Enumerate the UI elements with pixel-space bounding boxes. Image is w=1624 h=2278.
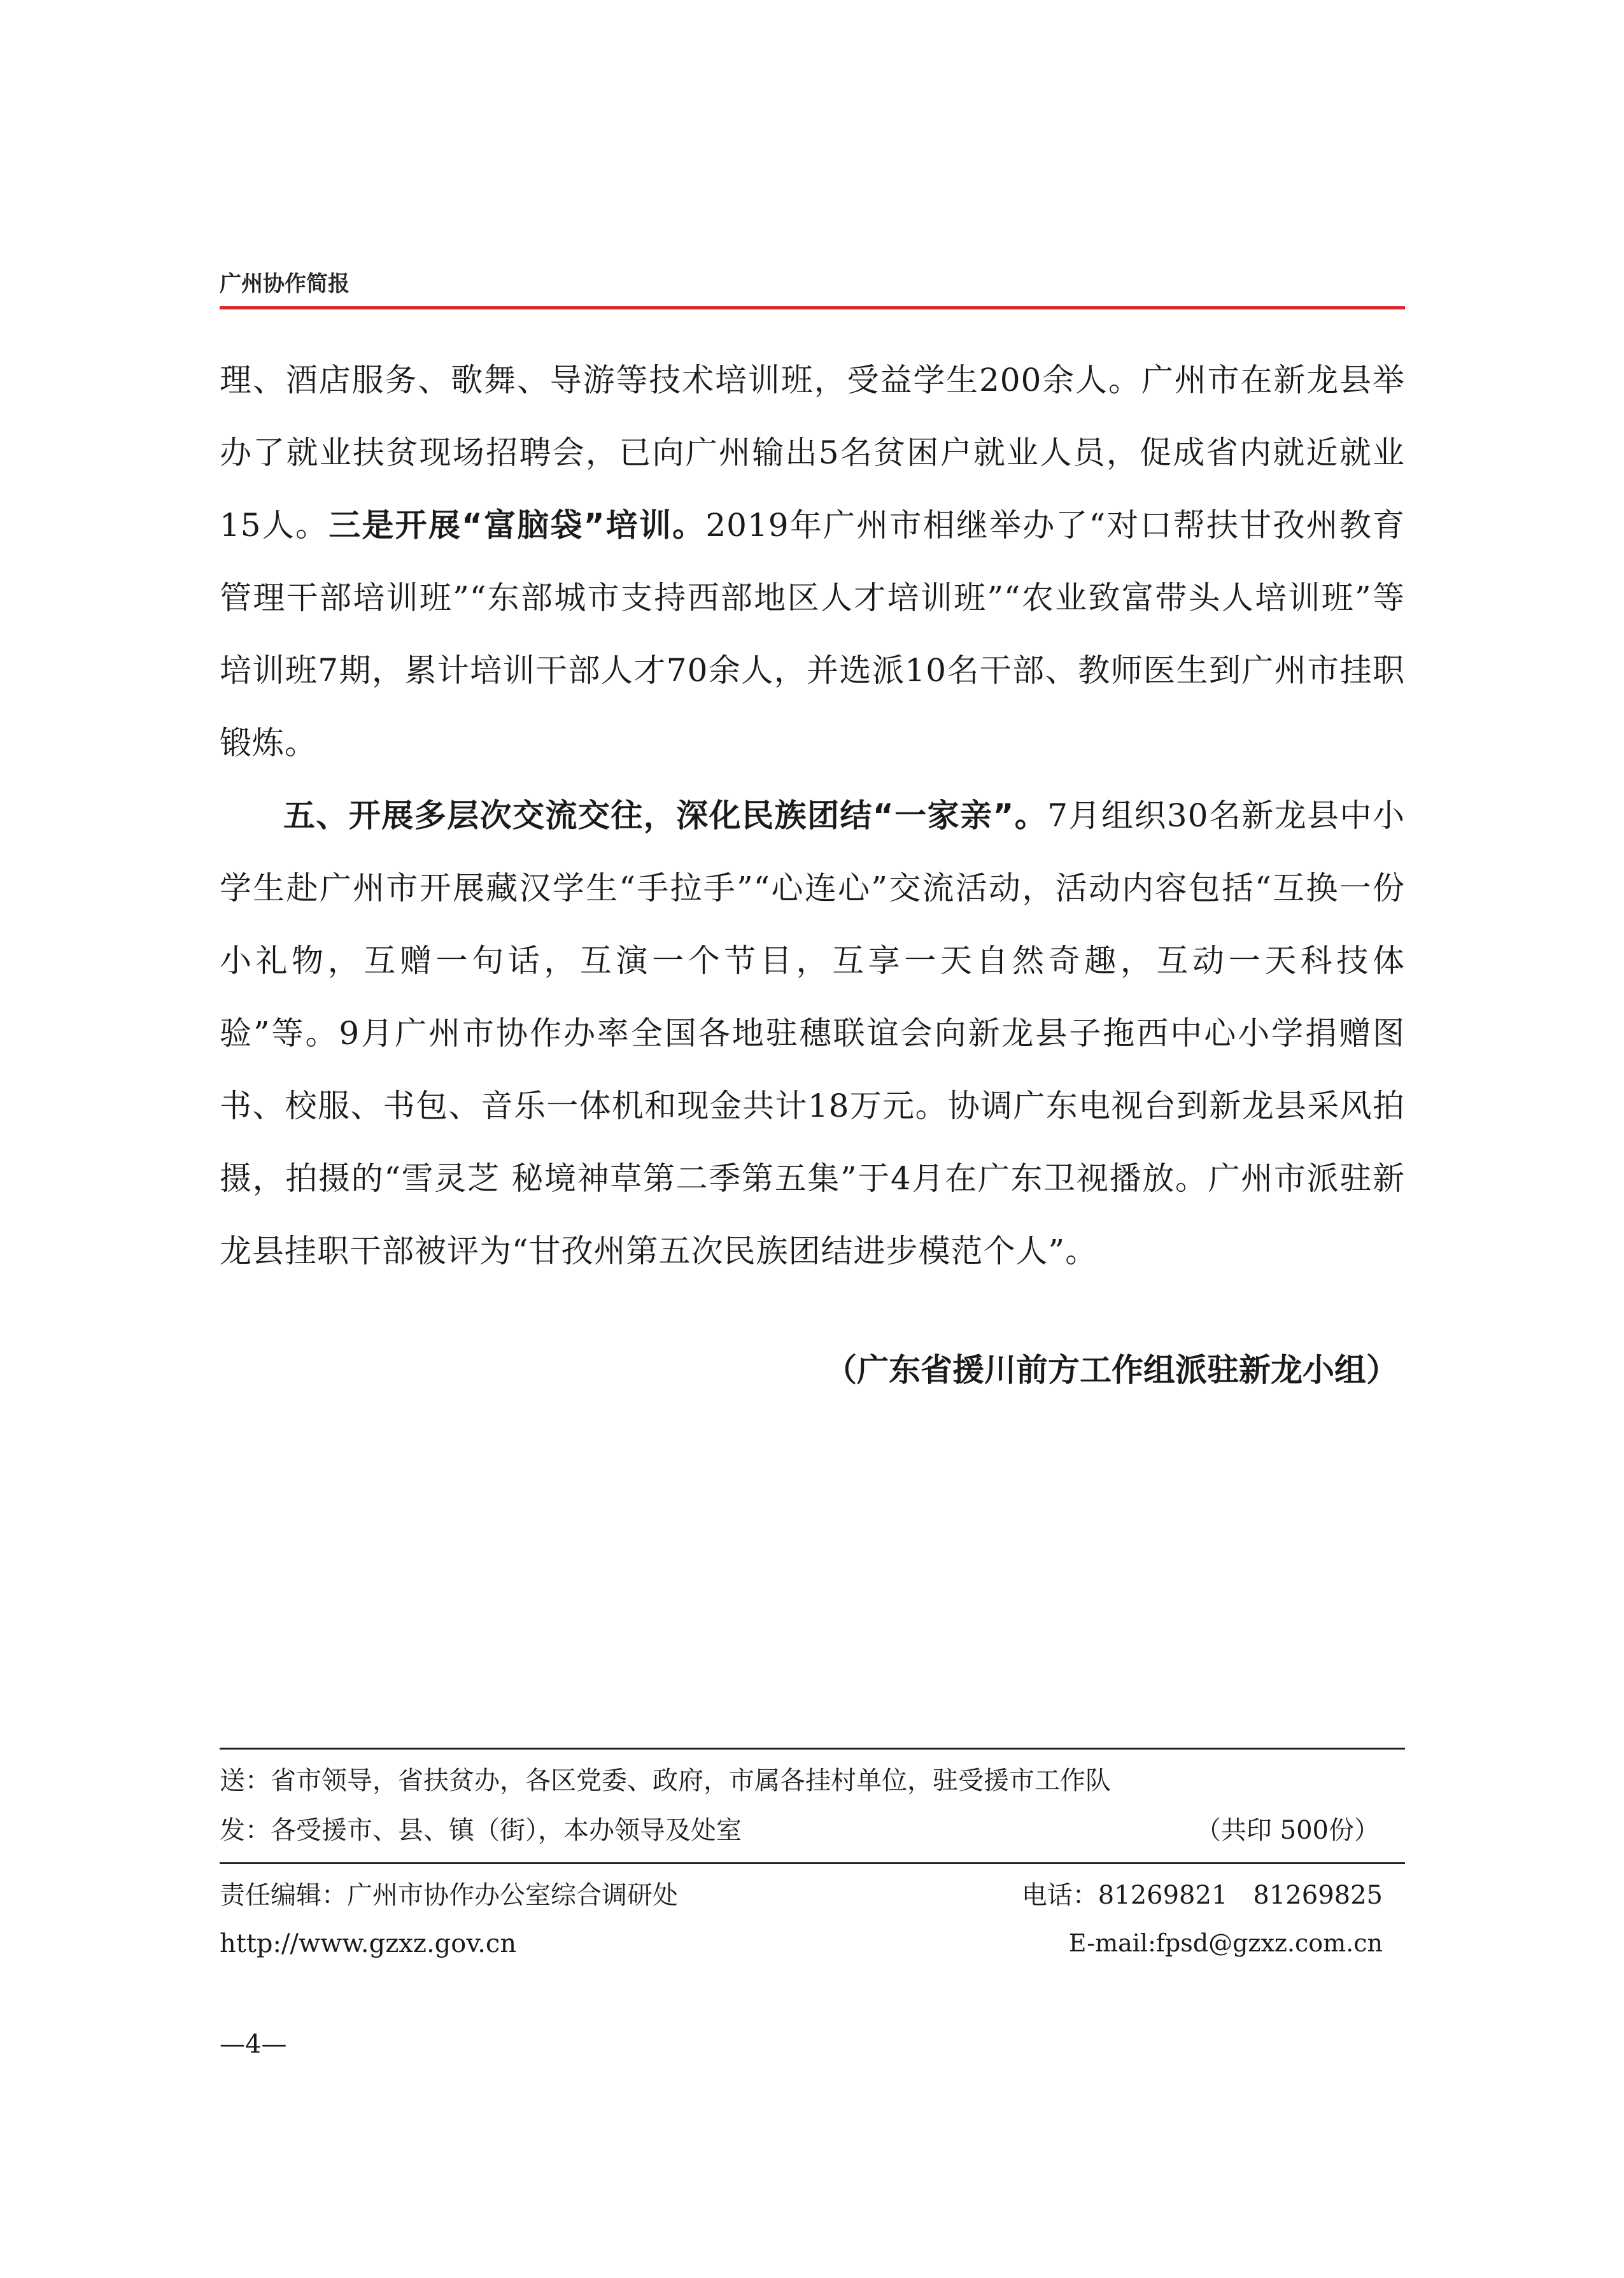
article-body: [220, 344, 1405, 1287]
website-link[interactable]: http://www.gzxz.gov.cn: [220, 1929, 517, 1958]
email-link[interactable]: E-mail:fpsd@gzxz.com.cn: [1068, 1929, 1383, 1957]
distribution-send-line: 送：省市领导，省扶贫办，各区党委、政府，市属各挂村单位，驻受援市工作队: [220, 1766, 1111, 1795]
section-heading-exchange: 五、开展多层次交流交往，深化民族团结“一家亲”。: [283, 797, 1048, 834]
print-copies: （共印 500份）: [1195, 1816, 1380, 1845]
distribution-issue-line: [220, 1810, 1405, 1846]
paragraph-training-text-1: 理、酒店服务、歌舞、导游等技术培训班，受益学生200余人。广州市在新龙县举办了就业扶贫现场招聘会，已向广州输出5名贫困户就业人员，促成省内就近就业15人。: [220, 362, 1405, 544]
bulletin-title: 广州协作简报: [220, 271, 350, 297]
paragraph-training-text-2: 2019年广州市相继举办了“对口帮扶甘孜州教育管理干部培训班”“东部城市支持西部地区人才培训班”“农业致富带头人培训班”等培训班7期，累计培训干部人才70余人，并选派10名干部、教师医生到广州市挂职锻炼。: [220, 507, 1405, 761]
page-number: —4—: [220, 2030, 287, 2059]
article-source: （广东省援川前方工作组派驻新龙小组）: [825, 1352, 1398, 1389]
paragraph-training: [220, 344, 1405, 779]
section-heading-training: 三是开展“富脑袋”培训。: [328, 507, 706, 544]
paragraph-exchange: [220, 779, 1405, 1287]
distribution-issue-text: 发：各受援市、县、镇（街），本办领导及处室: [220, 1816, 742, 1845]
distribution-top-rule: [220, 1748, 1405, 1750]
editor-line: [220, 1875, 1405, 1911]
paragraph-exchange-text: 7月组织30名新龙县中小学生赴广州市开展藏汉学生“手拉手”“心连心”交流活动，活动内容包括“互换一份小礼物，互赠一句话，互演一个节目，互享一天自然奇趣，互动一天科技体验”等。9月广州市协作办率全国各地驻穗联谊会向新龙县子拖西中心小学捐赠图书、校服、书包、音乐一体机和现金共计18万元。协调广东电视台到新龙县采风拍摄，拍摄的“雪灵芝 秘境神草第二季第五集”于4月在广东卫视播放。广州市派驻新龙县挂职干部被评为“甘孜州第五次民族团结进步模范个人”。: [220, 797, 1405, 1270]
responsible-editor: 责任编辑：广州市协作办公室综合调研处: [220, 1881, 678, 1910]
distribution-bottom-rule: [220, 1862, 1405, 1864]
phone-numbers: 电话：81269821 81269825: [1021, 1881, 1383, 1910]
web-line: [220, 1929, 1405, 1958]
header-red-rule: [220, 306, 1405, 309]
